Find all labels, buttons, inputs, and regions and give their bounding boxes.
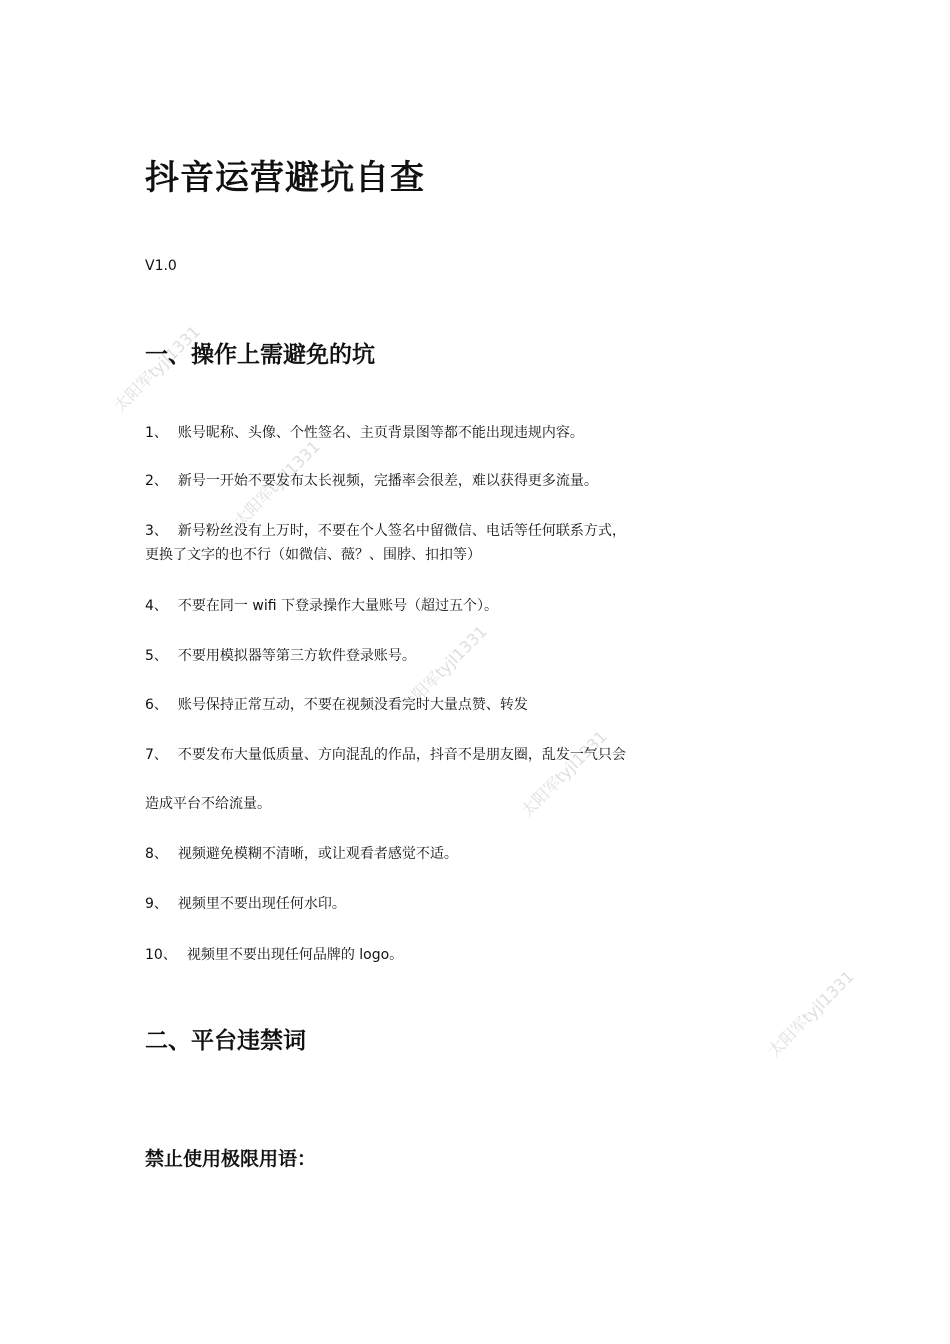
list-item <box>145 519 765 567</box>
list-item-number: 6、 <box>145 697 168 713</box>
list-item-continuation: 更换了文字的也不行（如微信、薇？、围脖、扣扣等） <box>145 547 481 563</box>
list-item-number: 5、 <box>145 648 168 664</box>
list-item <box>145 693 765 717</box>
list-item <box>145 594 765 618</box>
subheading-extreme-terms: 禁止使用极限用语： <box>145 1148 317 1170</box>
version-label: V1.0 <box>145 258 177 274</box>
list-item-text: 账号昵称、头像、个性签名、主页背景图等都不能出现违规内容。 <box>177 425 584 441</box>
list-item-text: 新号一开始不要发布太长视频，完播率会很差，难以获得更多流量。 <box>177 473 598 489</box>
list-item-text: 新号粉丝没有上万时，不要在个人签名中留微信、电话等任何联系方式， <box>177 523 626 539</box>
list-item-number: 10、 <box>145 947 177 963</box>
list-item <box>145 469 765 493</box>
list-item-text: 账号保持正常互动，不要在视频没看完时大量点赞、转发 <box>177 697 528 713</box>
section-heading-banned-words: 二、平台违禁词 <box>145 1028 306 1054</box>
list-item <box>145 743 765 767</box>
list-item-number: 3、 <box>145 523 168 539</box>
watermark: 太阳军tyjl1331 <box>764 966 858 1061</box>
list-item-number: 2、 <box>145 473 168 489</box>
watermark: 太阳军tyjl1331 <box>110 321 204 416</box>
list-item <box>145 943 765 967</box>
watermark: 太阳军tyjl1331 <box>397 621 491 716</box>
list-item-text: 视频里不要出现任何品牌的 logo。 <box>186 947 404 963</box>
list-item-continuation: 造成平台不给流量。 <box>145 796 271 812</box>
list-item-number: 4、 <box>145 598 168 614</box>
list-item <box>145 644 765 668</box>
list-item <box>145 842 765 866</box>
document-title: 抖音运营避坑自查 <box>145 158 425 198</box>
list-item <box>145 892 765 916</box>
list-item-text: 不要发布大量低质量、方向混乱的作品，抖音不是朋友圈，乱发一气只会 <box>177 747 626 763</box>
watermark: 太阳军tyjl1331 <box>230 436 324 531</box>
list-item-continuation-line <box>145 792 765 816</box>
list-item-number: 9、 <box>145 896 168 912</box>
list-item-text: 视频避免模糊不清晰，或让观看者感觉不适。 <box>177 846 458 862</box>
list-item-text: 视频里不要出现任何水印。 <box>177 896 346 912</box>
watermark: 太阳军tyjl1331 <box>517 726 611 821</box>
list-item-number: 7、 <box>145 747 168 763</box>
list-item <box>145 421 765 445</box>
section-heading-pitfalls: 一、操作上需避免的坑 <box>145 342 375 368</box>
list-item-text: 不要在同一 wifi 下登录操作大量账号（超过五个）。 <box>177 598 498 614</box>
list-item-text: 不要用模拟器等第三方软件登录账号。 <box>177 648 416 664</box>
list-item-number: 1、 <box>145 425 168 441</box>
list-item-number: 8、 <box>145 846 168 862</box>
